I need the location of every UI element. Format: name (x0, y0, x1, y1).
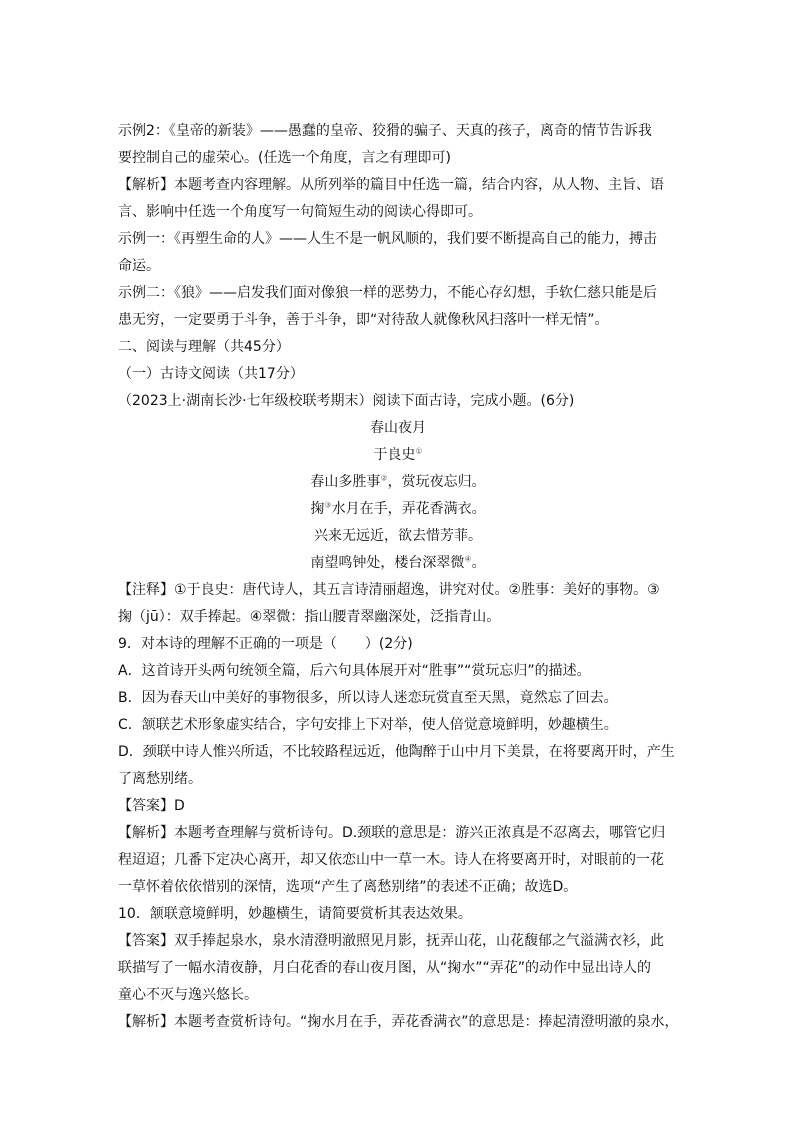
poem-author: 于良史① (373, 446, 423, 463)
poem-title: 春山夜月 (370, 420, 426, 436)
analysis-line: 【解析】本题考查理解与赏析诗句。D.颈联的意思是：游兴正浓真是不忍离去，哪管它归 (118, 825, 666, 841)
answer-line: 【答案】D (118, 798, 185, 814)
annotation-line: 掬（jū）：双手捧起。④翠微：指山腰青翠幽深处，泛指青山。 (118, 609, 501, 625)
option-c: C．颔联艺术形象虚实结合，字句安排上下对举，使人倍觉意境鲜明，妙趣横生。 (118, 717, 618, 733)
poem-line: 南望鸣钟处，楼台深翠微④。 (310, 554, 486, 571)
question-10: 10．颔联意境鲜明，妙趣横生，请简要赏析其表达效果。 (118, 906, 472, 922)
text-line: 联描写了一幅水清夜静，月白花香的春山夜月图，从“掬水”“弄花”的动作中显出诗人的 (118, 960, 652, 976)
text-line: 一草怀着依依惜别的深情，选项“产生了离愁别绪”的表述不正确；故选D。 (118, 879, 578, 895)
option-d-cont: 了离愁别绪。 (118, 771, 202, 787)
text-line: 程迢迢；几番下定决心离开，却又依恋山中一草一木。诗人在将要离开时，对眼前的一花 (118, 852, 664, 868)
analysis-line: 【解析】本题考查内容理解。从所列举的篇目中任选一篇，结合内容，从人物、主旨、语 (118, 177, 664, 193)
annotation-line: 【注释】①于良史：唐代诗人，其五言诗清丽超逸，讲究对仗。②胜事：美好的事物。③ (118, 582, 660, 598)
subsection-heading: （一）古诗文阅读（共17分） (118, 366, 304, 382)
option-b: B．因为春天山中美好的事物很多，所以诗人迷恋玩赏直至天黑，竟然忘了回去。 (118, 690, 618, 706)
poem-line: 掬③水月在手，弄花香满衣。 (310, 500, 486, 517)
text-line: 患无穷，一定要勇于斗争，善于斗争，即“对待敌人就像秋风扫落叶一样无情”。 (118, 312, 609, 328)
example-line: 示例一：《再塑生命的人》——人生不是一帆风顺的，我们要不断提高自己的能力，搏击 (118, 231, 657, 247)
answer-line: 【答案】双手捧起泉水，泉水清澄明澈照见月影，抚弄山花，山花馥郁之气溢满衣衫，此 (118, 933, 664, 949)
option-d: D．颈联中诗人惟兴所适，不比较路程远近，他陶醉于山中月下美景，在将要离开时，产生 (118, 744, 675, 760)
text-line: 命运。 (118, 258, 160, 274)
poem-line: 兴来无远近，欲去惜芳菲。 (314, 528, 482, 544)
analysis-line: 【解析】本题考查赏析诗句。“掬水月在手，弄花香满衣”的意思是：捧起清澄明澈的泉水， (118, 1014, 679, 1030)
document-body (118, 118, 678, 1036)
text-line: 示例2：《皇帝的新装》——愚蠢的皇帝、狡猾的骗子、天真的孩子，离奇的情节告诉我 (118, 123, 652, 139)
poem-line: 春山多胜事②，赏玩夜忘归。 (310, 473, 486, 490)
option-a: A．这首诗开头两句统领全篇，后六句具体展开对“胜事”“赏玩忘归”的描述。 (118, 663, 591, 679)
text-line: 要控制自己的虚荣心。(任选一个角度，言之有理即可) (118, 150, 451, 166)
example-line: 示例二：《狼》——启发我们面对像狼一样的恶势力，不能心存幻想，手软仁慈只能是后 (118, 285, 657, 301)
question-9: 9．对本诗的理解不正确的一项是（ ）(2分) (118, 636, 413, 652)
text-line: 童心不灭与逸兴悠长。 (118, 987, 258, 1003)
question-intro: （2023上·湖南长沙·七年级校联考期末）阅读下面古诗，完成小题。(6分) (118, 393, 575, 409)
text-line: 言、影响中任选一个角度写一句简短生动的阅读心得即可。 (118, 204, 482, 220)
section-heading: 二、阅读与理解（共45分） (118, 339, 290, 355)
